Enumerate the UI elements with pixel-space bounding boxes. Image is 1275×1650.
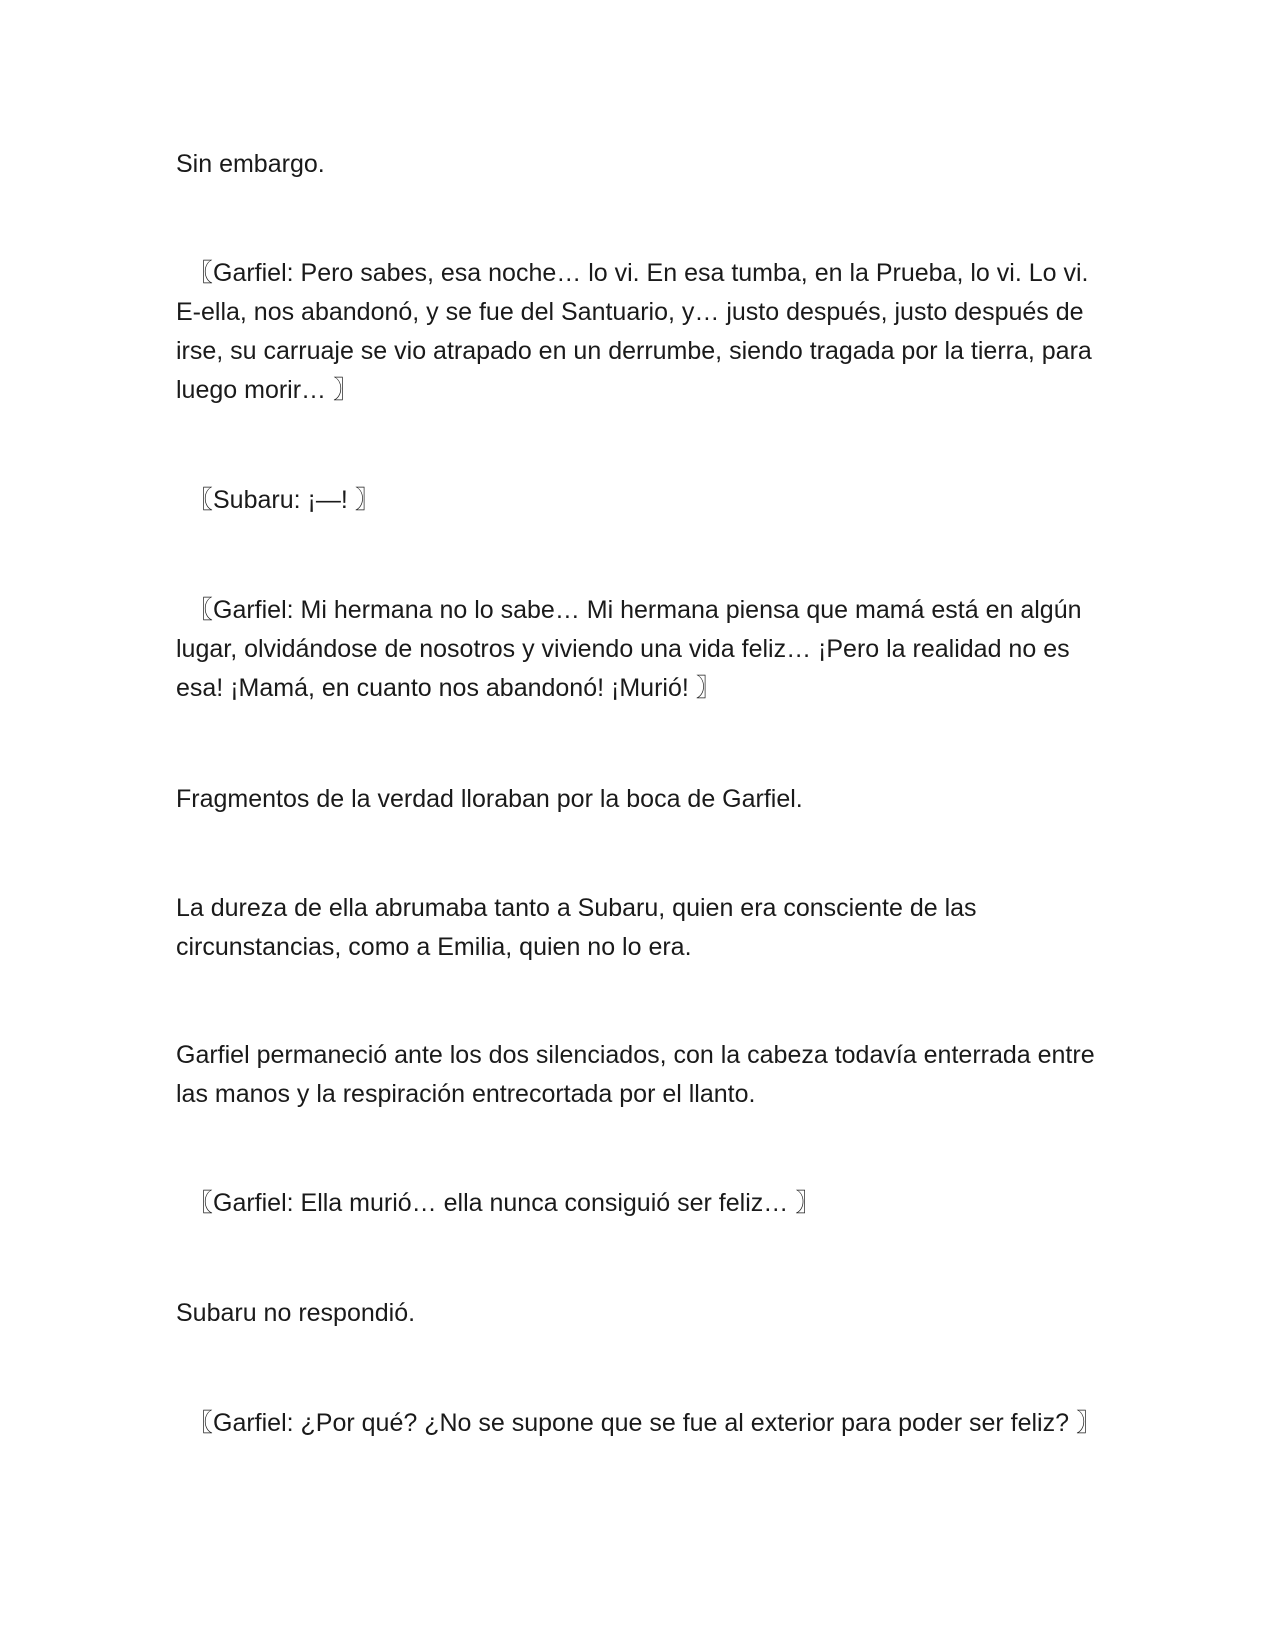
paragraph-narration: Subaru no respondió. bbox=[176, 1299, 416, 1327]
paragraph-narration: Garfiel permaneció ante los dos silenciados, con la cabeza todavía enterrada entre las manos y la respiración entrecortada por el llanto. bbox=[176, 1041, 1095, 1108]
paragraph-narration: Fragmentos de la verdad lloraban por la boca de Garfiel. bbox=[176, 785, 803, 813]
paragraph-narration: La dureza de ella abrumaba tanto a Subaru, quien era consciente de las circunstancias, como a Emilia, quien no lo era. bbox=[176, 894, 977, 961]
paragraph-narration: Sin embargo. bbox=[176, 150, 325, 178]
paragraph-dialogue-garfiel: 〖Garfiel: Pero sabes, esa noche… lo vi. En esa tumba, en la Prueba, lo vi. Lo vi. E-ella, nos abandonó, y se fue del Santuario, y… justo después, justo después de irse, su carruaje se vio atrapado en un derrumbe, siendo tragada por la tierra, para luego morir… 〗 bbox=[176, 259, 1092, 404]
paragraph-dialogue-garfiel: 〖Garfiel: Mi hermana no lo sabe… Mi hermana piensa que mamá está en algún lugar, olvidándose de nosotros y viviendo una vida feliz… ¡Pero la realidad no es esa! ¡Mamá, en cuanto nos abandonó! ¡Murió! 〗 bbox=[176, 596, 1082, 702]
paragraph-dialogue-garfiel: 〖Garfiel: ¿Por qué? ¿No se supone que se fue al exterior para poder ser feliz? 〗 bbox=[188, 1409, 1101, 1437]
paragraph-dialogue-garfiel: 〖Garfiel: Ella murió… ella nunca consiguió ser feliz… 〗 bbox=[188, 1189, 821, 1217]
paragraph-dialogue-subaru: 〖Subaru: ¡—! 〗 bbox=[188, 486, 380, 514]
